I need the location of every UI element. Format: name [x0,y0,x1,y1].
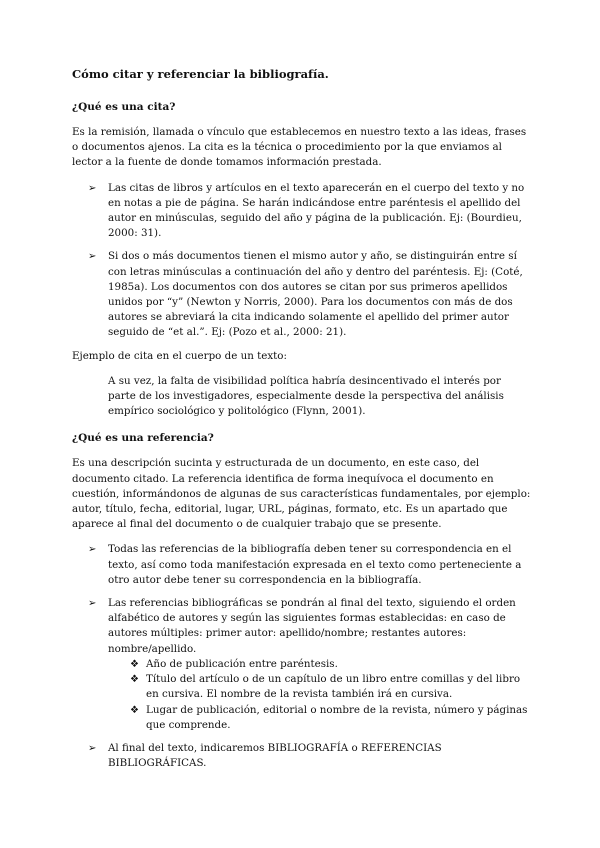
cita-definition: Es la remisión, llamada o vínculo que establecemos en nuestro texto a las ideas, frases o documentos ajenos. La cita es la técnica o procedimiento por la que enviamos al lector a la fuente de donde tomamos información prestada. [72,126,527,169]
arrow-bullet-icon: ➢ [88,598,97,610]
list-item [72,596,532,733]
list-item [72,542,532,588]
arrow-bullet-icon: ➢ [88,742,97,754]
bullet-text: Todas las referencias de la bibliografía deben tener su correspondencia en el texto, así como toda manifestación expresada en el texto como perteneciente a otro autor debe tener su correspondencia en la bibliografía. [108,543,522,586]
bullet-text: Si dos o más documentos tienen el mismo autor y año, se distinguirán entre sí con letras minúsculas a continuación del año y dentro del paréntesis. Ej: (Coté, 1985a). Los documentos con dos autores se citan por sus primeros apellidos unidos por “y” (Newton y Norris, 2000). Para los documentos con más de dos autores se abreviará la cita indicando solamente el apellido del primer autor seguido de “et al.”. Ej: (Pozo et al., 2000: 21). [108,250,523,339]
sub-bullet-text: Lugar de publicación, editorial o nombre de la revista, número y páginas que comprende. [146,703,528,731]
sub-list-item [128,672,532,702]
bullet-text: Las referencias bibliográficas se pondrán al final del texto, siguiendo el orden alfabético de autores y según las siguientes formas establecidas: en caso de autores múltiples: primer autor: apellido/nombre; restantes autores: nombre/apellido. [108,597,516,655]
arrow-bullet-icon: ➢ [88,182,97,194]
section-heading-cita: ¿Qué es una cita? [72,101,176,113]
sub-bullet-text: Año de publicación entre paréntesis. [146,657,338,670]
list-item [72,741,532,771]
cita-bullet-list [72,181,532,341]
arrow-bullet-icon: ➢ [88,544,97,556]
list-item [72,249,532,340]
section-heading-referencia: ¿Qué es una referencia? [72,432,214,445]
arrow-bullet-icon: ➢ [88,251,97,263]
bullet-text: Al final del texto, indicaremos BIBLIOGRAFÍA o REFERENCIAS BIBLIOGRÁFICAS. [108,741,442,770]
sub-list-item [128,657,532,672]
example-label: Ejemplo de cita en el cuerpo de un texto: [72,349,287,362]
diamond-bullet-icon: ❖ [130,674,139,686]
document-title: Cómo citar y referenciar la bibliografía. [72,67,329,81]
sub-list-item [128,703,532,733]
diamond-bullet-icon: ❖ [130,704,139,716]
bullet-text: Las citas de libros y artículos en el texto aparecerán en el cuerpo del texto y no en notas a pie de página. Se harán indicándose entre paréntesis el apellido del autor en minúsculas, seguido del año y página de la publicación. Ej: (Bourdieu, 2000: 31). [108,181,525,240]
sub-bullet-list [108,657,532,733]
document-content [72,66,532,779]
referencia-bullet-list [72,542,532,771]
diamond-bullet-icon: ❖ [130,658,139,670]
sub-bullet-text: Título del artículo o de un capítulo de un libro entre comillas y del libro en cursiva. El nombre de la revista también irá en cursiva. [146,673,521,701]
referencia-definition: Es una descripción sucinta y estructurada de un documento, en este caso, del documento citado. La referencia identifica de forma inequívoca el documento en cuestión, informándonos de algunas de sus características fundamentales, por ejemplo: autor, título, fecha, editorial, lugar, URL, páginas, formato, etc. Es un apartado que aparece al final del documento o de cualquier trabajo que se presente. [72,457,531,531]
example-quote: A su vez, la falta de visibilidad política habría desincentivado el interés por parte de los investigadores, especialmente desde la perspectiva del análisis empírico sociológico y politológico (Flynn, 2001). [108,374,504,418]
list-item [72,181,532,242]
